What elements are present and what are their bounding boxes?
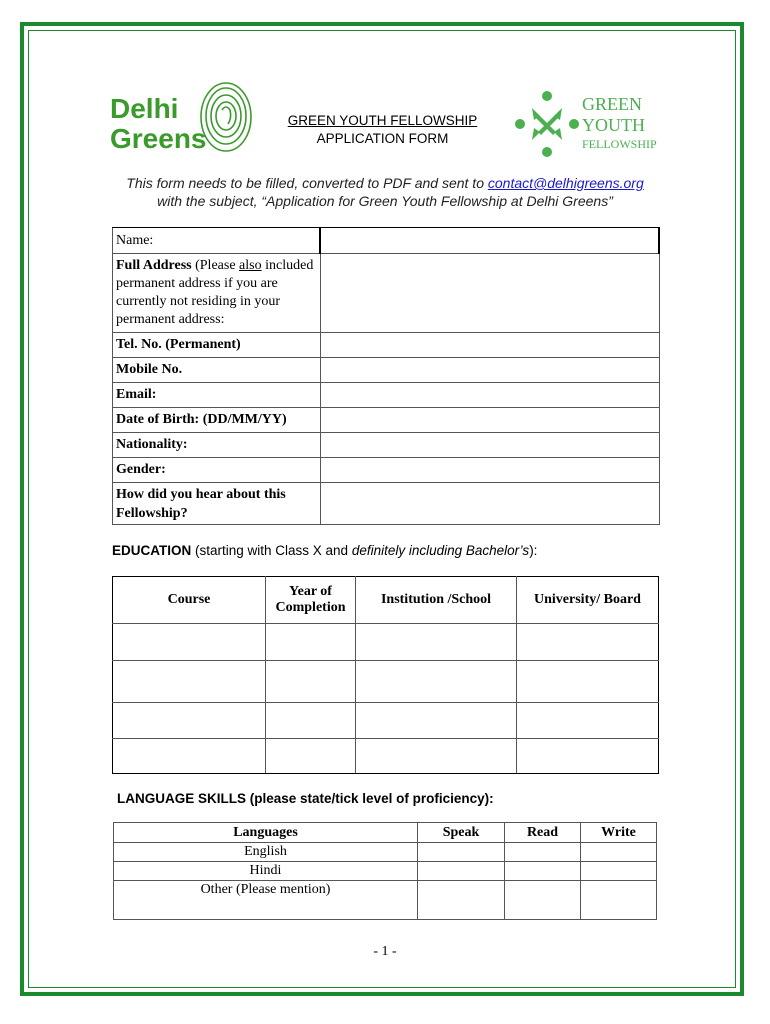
logo-word-fellowship: FELLOWSHIP	[582, 137, 657, 151]
write-cell[interactable]	[581, 881, 657, 920]
write-cell[interactable]	[581, 862, 657, 881]
language-skills-heading: LANGUAGE SKILLS (please state/tick level of proficiency):	[117, 791, 494, 806]
form-title	[250, 112, 515, 148]
logo-word-youth: YOUTH	[582, 115, 645, 135]
language-name: Hindi	[114, 862, 418, 881]
read-cell[interactable]	[505, 843, 581, 862]
col-course: Course	[113, 577, 266, 624]
col-languages: Languages	[114, 823, 418, 843]
speak-cell[interactable]	[418, 881, 505, 920]
university-cell[interactable]	[517, 661, 659, 703]
speak-cell[interactable]	[418, 862, 505, 881]
col-institution: Institution /School	[356, 577, 517, 624]
course-cell[interactable]	[113, 703, 266, 739]
delhi-greens-logo	[108, 80, 253, 158]
write-cell[interactable]	[581, 843, 657, 862]
instructions-line-2: with the subject, “Application for Green Youth Fellowship at Delhi Greens”	[157, 193, 613, 209]
course-cell[interactable]	[113, 661, 266, 703]
language-name: Other (Please mention)	[114, 881, 418, 920]
mobile-label: Mobile No.	[113, 358, 321, 383]
education-row	[113, 624, 659, 661]
education-table	[112, 576, 659, 774]
col-university: University/ Board	[517, 577, 659, 624]
instructions-line-1: This form needs to be filled, converted to PDF and sent to contact@delhigreens.org	[126, 175, 644, 191]
language-skills-table	[113, 822, 657, 920]
year-cell[interactable]	[266, 661, 356, 703]
email-label: Email:	[113, 383, 321, 408]
green-youth-fellowship-logo	[512, 88, 672, 160]
mobile-field[interactable]	[320, 358, 659, 383]
year-cell[interactable]	[266, 624, 356, 661]
institution-cell[interactable]	[356, 739, 517, 774]
gyf-emblem-icon	[515, 91, 579, 157]
dob-field[interactable]	[320, 408, 659, 433]
institution-cell[interactable]	[356, 661, 517, 703]
language-name: English	[114, 843, 418, 862]
education-row	[113, 703, 659, 739]
language-row	[114, 881, 657, 920]
language-row	[114, 862, 657, 881]
instructions	[60, 174, 710, 210]
nationality-label: Nationality:	[113, 433, 321, 458]
read-cell[interactable]	[505, 881, 581, 920]
course-cell[interactable]	[113, 624, 266, 661]
logo-word-green: GREEN	[582, 94, 642, 114]
education-heading: EDUCATION (starting with Class X and definitely including Bachelor’s):	[112, 543, 538, 558]
address-field[interactable]	[320, 254, 659, 333]
tel-field[interactable]	[320, 333, 659, 358]
education-row	[113, 739, 659, 774]
fingerprint-icon	[201, 83, 251, 151]
gender-label: Gender:	[113, 458, 321, 483]
speak-cell[interactable]	[418, 843, 505, 862]
title-line-2: APPLICATION FORM	[316, 131, 449, 146]
logo-word-delhi: Delhi	[110, 93, 179, 124]
institution-cell[interactable]	[356, 624, 517, 661]
title-line-1: GREEN YOUTH FELLOWSHIP	[287, 113, 478, 128]
personal-details-table	[112, 227, 660, 525]
language-row	[114, 843, 657, 862]
gender-field[interactable]	[320, 458, 659, 483]
nationality-field[interactable]	[320, 433, 659, 458]
email-field[interactable]	[320, 383, 659, 408]
tel-label: Tel. No. (Permanent)	[113, 333, 321, 358]
col-speak: Speak	[418, 823, 505, 843]
contact-email-link[interactable]: contact@delhigreens.org	[487, 175, 644, 191]
col-write: Write	[581, 823, 657, 843]
name-label: Name:	[113, 228, 321, 254]
col-read: Read	[505, 823, 581, 843]
university-cell[interactable]	[517, 739, 659, 774]
year-cell[interactable]	[266, 739, 356, 774]
university-cell[interactable]	[517, 703, 659, 739]
hear-about-field[interactable]	[320, 483, 659, 525]
logo-word-greens: Greens	[110, 123, 207, 154]
read-cell[interactable]	[505, 862, 581, 881]
institution-cell[interactable]	[356, 703, 517, 739]
col-year: Year of Completion	[266, 577, 356, 624]
year-cell[interactable]	[266, 703, 356, 739]
address-label: Full Address (Please also included permanent address if you are currently not residing in your permanent address:	[113, 254, 321, 333]
dob-label: Date of Birth: (DD/MM/YY)	[113, 408, 321, 433]
university-cell[interactable]	[517, 624, 659, 661]
name-field[interactable]	[320, 228, 659, 254]
page-number: - 1 -	[373, 944, 397, 959]
education-row	[113, 661, 659, 703]
course-cell[interactable]	[113, 739, 266, 774]
hear-about-label: How did you hear about this Fellowship?	[113, 483, 321, 525]
